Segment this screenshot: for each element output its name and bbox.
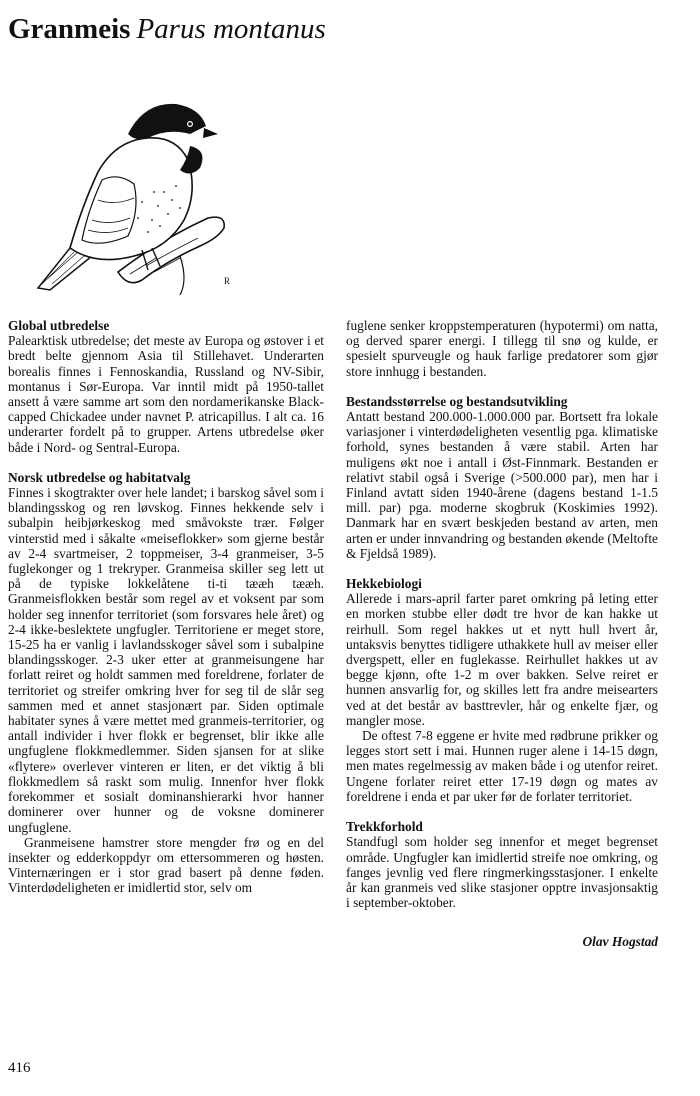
- paragraph: Antatt bestand 200.000-1.000.000 par. Bortsett fra lokale variasjoner i vinterdødeligheten vesentlig pga. klimatiske forhold, synes bestanden å være stabil. Arten har muligens økt noe i antall i Øst-Finnmark. Bestanden er relativt stabil også i Sverige (>500.000 par), men har i Finland avtatt siden 1940-årene (dagens bestand 1-1.5 mill. par) pga. moderne skogbruk (Koskimies 1992). Danmark har en svært beskjeden bestand av arten, men arten er under innvandring og bestanden økende (Meltofte & Fjeldså 1989).: [346, 409, 658, 561]
- section-heading: Norsk utbredelse og habitatvalg: [8, 469, 191, 485]
- paragraph: Finnes i skogtrakter over hele landet; i barskog såvel som i blandingsskog og ren løvskog. Finnes hekkende selv i subalpin heibjørkeskog med småvokste trær. Følger vinterstid med i såkalte «meiseflokker» som gjerne består av 2-4 svartmeiser, 2 toppmeiser, 3-4 granmeiser, 3-5 fuglekonger og 1 trekryper. Granmeisa skiller seg lett ut på de typiske lokkelåtene ti-ti tææh tææh. Granmeisflokken består som regel av et voksent par som holder seg innenfor territoriet (som forsvares hele året) og 2-4 ikke-beslektete ungfugler. Territoriene er meget store, 15-25 ha er vanlig i lavlandsskoger såvel som i subalpine blandingsskoger. 2-3 uker etter at granmeisungene har forlatt reiret og holdt sammen med foreldrene, forlater de territoriet og streifer omkring hver for seg til de slår seg sammen med et annet stasjonært par. Siden optimale habitater synes å være mettet med granmeis-territorier, og antall individer i hver flokk er begrenset, blir ikke alle ungfuglene flokkmedlemmer. Siden sjansen for at slike «flytere» overlever vinteren er liten, er det viktig å bli flokkmedlem så raskt som mulig. Innenfor hver flokk forekommer et sosialt dominanshierarki hvor hanner dominerer over hunner og de voksne dominerer ungfuglene.: [8, 485, 324, 835]
- paragraph: De oftest 7-8 eggene er hvite med rødbrune prikker og legges stort sett i mai. Hunnen ruger alene i 14-15 døgn, men mates regelmessig av maken både i og utenfor reiret. Ungene forlater reiret etter 17-19 døgn og mates av foreldrene i enda et par uker før de forlater territoriet.: [346, 728, 658, 804]
- section-population: [346, 394, 658, 561]
- section-breeding-biology: [346, 576, 658, 804]
- willow-tit-illustration: [30, 80, 250, 300]
- paragraph: Standfugl som holder seg innenfor et meget begrenset område. Ungfugler kan imidlertid streife noe omkring, og fanges jevnlig ved flere ringmerkingsstasjoner. I enkelte år kan granmeis ved slike stasjoner opptre invasjonsaktig i september-oktober.: [346, 834, 658, 911]
- section-norwegian-distribution: [8, 470, 324, 896]
- paragraph: Allerede i mars-april farter paret omkring på leting etter en morken stubbe eller dødt tre hvor de kan hakke ut reirhull. Som regel hakkes ut et nytt hull hvert år, untaksvis benyttes tidligere uthakkete hull av meiser eller dvergspett, eller en fuglekasse. Reirhullet hakkes ut av begge kjønn, ofte 1-2 m over bakken. Selve reiret er hunnen ansvarlig for, og skilles lett fra andre meisearters ved at det består av basttrevler, hår og enkelte fjær, og mangler mose.: [346, 591, 658, 728]
- section-continuation: [346, 318, 658, 379]
- paragraph: Palearktisk utbredelse; det meste av Europa og østover i et bredt belte gjennom Asia til Stillehavet. Underarten borealis finnes i Fennoskandia, Russland og NV-Sibir, montanus i Sør-Europa. Var inntil midt på 1950-tallet ansett å være samme art som den nordamerikanske Black-capped Chickadee under navnet P. atricapillus. I alt ca. 16 underarter fordelt på to grupper. Artens utbredelse øker både i Nord- og Sentral-Europa.: [8, 333, 324, 455]
- section-global-distribution: [8, 318, 324, 455]
- paragraph: fuglene senker kroppstemperaturen (hypotermi) om natta, og derved sparer energi. I tillegg til snø og kulde, er spesielt spurveugle og hauk farlige predatorer som gjør store innhugg i bestanden.: [346, 318, 658, 379]
- left-column: [8, 318, 324, 911]
- paragraph: Granmeisene hamstrer store mengder frø og en del insekter og edderkoppdyr om ettersommeren og høsten. Vinternæringen er i stor grad basert på denne føden. Vinterdødeligheten er imidlertid stor, selv om: [8, 834, 324, 896]
- section-heading: Trekkforhold: [346, 819, 423, 835]
- author-name: Olav Hogstad: [582, 934, 658, 949]
- section-heading: Global utbredelse: [8, 318, 110, 333]
- section-migration: [346, 819, 658, 910]
- section-heading: Hekkebiologi: [346, 576, 422, 592]
- artist-signature: R: [224, 276, 231, 286]
- right-column: [346, 318, 658, 925]
- page-title: [8, 12, 326, 46]
- species-name: Granmeis: [8, 13, 131, 45]
- section-heading: Bestandsstørrelse og bestandsutvikling: [346, 393, 568, 409]
- page-number: 416: [8, 1060, 31, 1076]
- species-latin-name: Parus montanus: [136, 13, 326, 45]
